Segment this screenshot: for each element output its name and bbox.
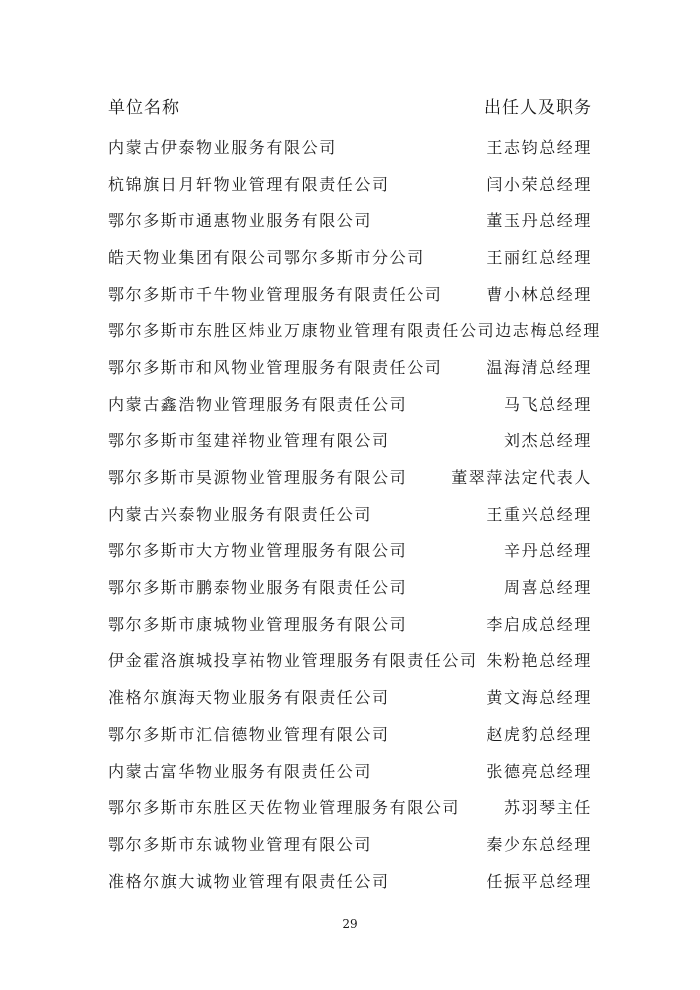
- page-number: 29: [342, 917, 358, 931]
- person-and-title: 任振平总经理: [486, 871, 592, 891]
- list-item: [108, 825, 592, 862]
- organization-name: 准格尔旗海天物业服务有限责任公司: [108, 688, 390, 708]
- person-and-title: 黄文海总经理: [486, 688, 592, 708]
- person-and-title: 马飞总经理: [503, 394, 592, 414]
- entry-list: [108, 128, 601, 898]
- list-item: [108, 532, 592, 569]
- organization-name: 内蒙古兴泰物业服务有限责任公司: [108, 504, 373, 524]
- list-item: [108, 165, 592, 202]
- organization-name: 伊金霍洛旗城投享祐物业管理服务有限责任公司: [108, 651, 478, 671]
- organization-name: 鄂尔多斯市千牛物业管理服务有限责任公司: [108, 284, 443, 304]
- organization-name: 杭锦旗日月轩物业管理有限责任公司: [108, 174, 390, 194]
- unit-name-header: 单位名称: [108, 97, 180, 118]
- person-and-title: 张德亮总经理: [486, 761, 592, 781]
- organization-name: 皓天物业集团有限公司鄂尔多斯市分公司: [108, 247, 425, 267]
- list-item: [108, 348, 592, 385]
- organization-name: 内蒙古富华物业服务有限责任公司: [108, 761, 373, 781]
- person-and-title: 王丽红总经理: [486, 247, 592, 267]
- list-item: [108, 128, 592, 165]
- organization-name: 内蒙古鑫浩物业管理服务有限责任公司: [108, 394, 408, 414]
- list-item: [108, 495, 592, 532]
- organization-name: 鄂尔多斯市东胜区天佐物业管理服务有限公司: [108, 798, 461, 818]
- list-item: [108, 715, 592, 752]
- list-item: [108, 422, 592, 459]
- person-and-title: 赵虎豹总经理: [486, 724, 592, 744]
- list-item: [108, 568, 592, 605]
- person-and-title: 边志梅总经理: [495, 321, 601, 341]
- organization-name: 准格尔旗大诚物业管理有限责任公司: [108, 871, 390, 891]
- organization-name: 鄂尔多斯市鹏泰物业服务有限责任公司: [108, 578, 408, 598]
- list-item: [108, 238, 592, 275]
- person-and-title: 秦少东总经理: [486, 834, 592, 854]
- person-and-title: 朱粉艳总经理: [486, 651, 592, 671]
- person-title-header: 出任人及职务: [484, 97, 592, 118]
- organization-name: 鄂尔多斯市玺建祥物业管理有限公司: [108, 431, 390, 451]
- list-item: [108, 788, 592, 825]
- table-header: [108, 92, 592, 118]
- list-item: [108, 605, 592, 642]
- list-item: [108, 385, 592, 422]
- organization-name: 鄂尔多斯市昊源物业管理服务有限公司: [108, 468, 408, 488]
- list-item: [108, 311, 601, 348]
- list-item: [108, 642, 592, 679]
- organization-name: 鄂尔多斯市汇信德物业管理有限公司: [108, 724, 390, 744]
- list-item: [108, 458, 592, 495]
- list-item: [108, 275, 592, 312]
- list-item: [108, 752, 592, 789]
- organization-name: 鄂尔多斯市东诚物业管理有限公司: [108, 834, 373, 854]
- person-and-title: 王志钧总经理: [486, 137, 592, 157]
- list-item: [108, 678, 592, 715]
- person-and-title: 王重兴总经理: [486, 504, 592, 524]
- person-and-title: 闫小荣总经理: [486, 174, 592, 194]
- person-and-title: 周喜总经理: [503, 578, 592, 598]
- person-and-title: 董翠萍法定代表人: [451, 468, 592, 488]
- organization-name: 鄂尔多斯市东胜区炜业万康物业管理有限责任公司: [108, 321, 496, 341]
- organization-name: 鄂尔多斯市康城物业管理服务有限公司: [108, 614, 408, 634]
- organization-name: 鄂尔多斯市通惠物业服务有限公司: [108, 211, 373, 231]
- list-item: [108, 862, 592, 899]
- person-and-title: 刘杰总经理: [503, 431, 592, 451]
- person-and-title: 辛丹总经理: [503, 541, 592, 561]
- person-and-title: 曹小林总经理: [486, 284, 592, 304]
- person-and-title: 温海清总经理: [486, 357, 592, 377]
- person-and-title: 苏羽琴主任: [503, 798, 592, 818]
- organization-name: 内蒙古伊泰物业服务有限公司: [108, 137, 337, 157]
- organization-name: 鄂尔多斯市大方物业管理服务有限公司: [108, 541, 408, 561]
- list-item: [108, 201, 592, 238]
- person-and-title: 董玉丹总经理: [486, 211, 592, 231]
- person-and-title: 李启成总经理: [486, 614, 592, 634]
- organization-name: 鄂尔多斯市和风物业管理服务有限责任公司: [108, 357, 443, 377]
